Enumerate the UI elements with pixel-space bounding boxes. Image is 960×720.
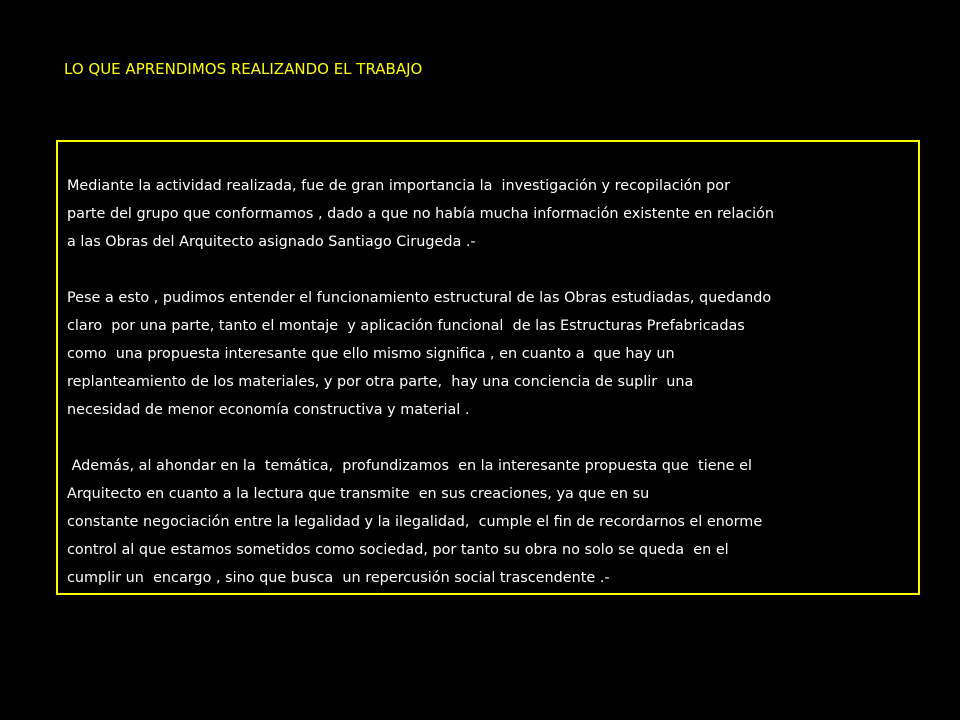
text-line: parte del grupo que conformamos , dado a que no había mucha información existente en relación [67, 206, 775, 222]
text-line: Pese a esto , pudimos entender el funcionamiento estructural de las Obras estudiadas, quedando [67, 290, 772, 306]
text-line: Arquitecto en cuanto a la lectura que transmite en sus creaciones, ya que en su [67, 486, 650, 502]
text-line: cumplir un encargo , sino que busca un repercusión social trascendente .- [67, 570, 610, 586]
text-line: necesidad de menor economía constructiva y material . [67, 402, 470, 418]
paragraph-intro [67, 172, 917, 256]
text-line: constante negociación entre la legalidad y la ilegalidad, cumple el fin de recordarnos el enorme [67, 514, 763, 530]
paragraphs [67, 172, 917, 592]
text-line: control al que estamos sometidos como sociedad, por tanto su obra no solo se queda en el [67, 542, 729, 558]
text-line: Además, al ahondar en la temática, profundizamos en la interesante propuesta que tiene el [67, 458, 752, 474]
text-line: a las Obras del Arquitecto asignado Santiago Cirugeda .- [67, 234, 476, 250]
text-line: replanteamiento de los materiales, y por otra parte, hay una conciencia de suplir una [67, 374, 694, 390]
slide-title: LO QUE APRENDIMOS REALIZANDO EL TRABAJO [64, 60, 423, 78]
paragraph-understanding [67, 284, 917, 424]
text-line: Mediante la actividad realizada, fue de gran importancia la investigación y recopilación por [67, 178, 731, 194]
paragraph-conclusion [67, 452, 917, 592]
text-line: claro por una parte, tanto el montaje y aplicación funcional de las Estructuras Prefabricadas [67, 318, 745, 334]
content-box [56, 140, 920, 595]
text-line: como una propuesta interesante que ello mismo significa , en cuanto a que hay un [67, 346, 675, 362]
